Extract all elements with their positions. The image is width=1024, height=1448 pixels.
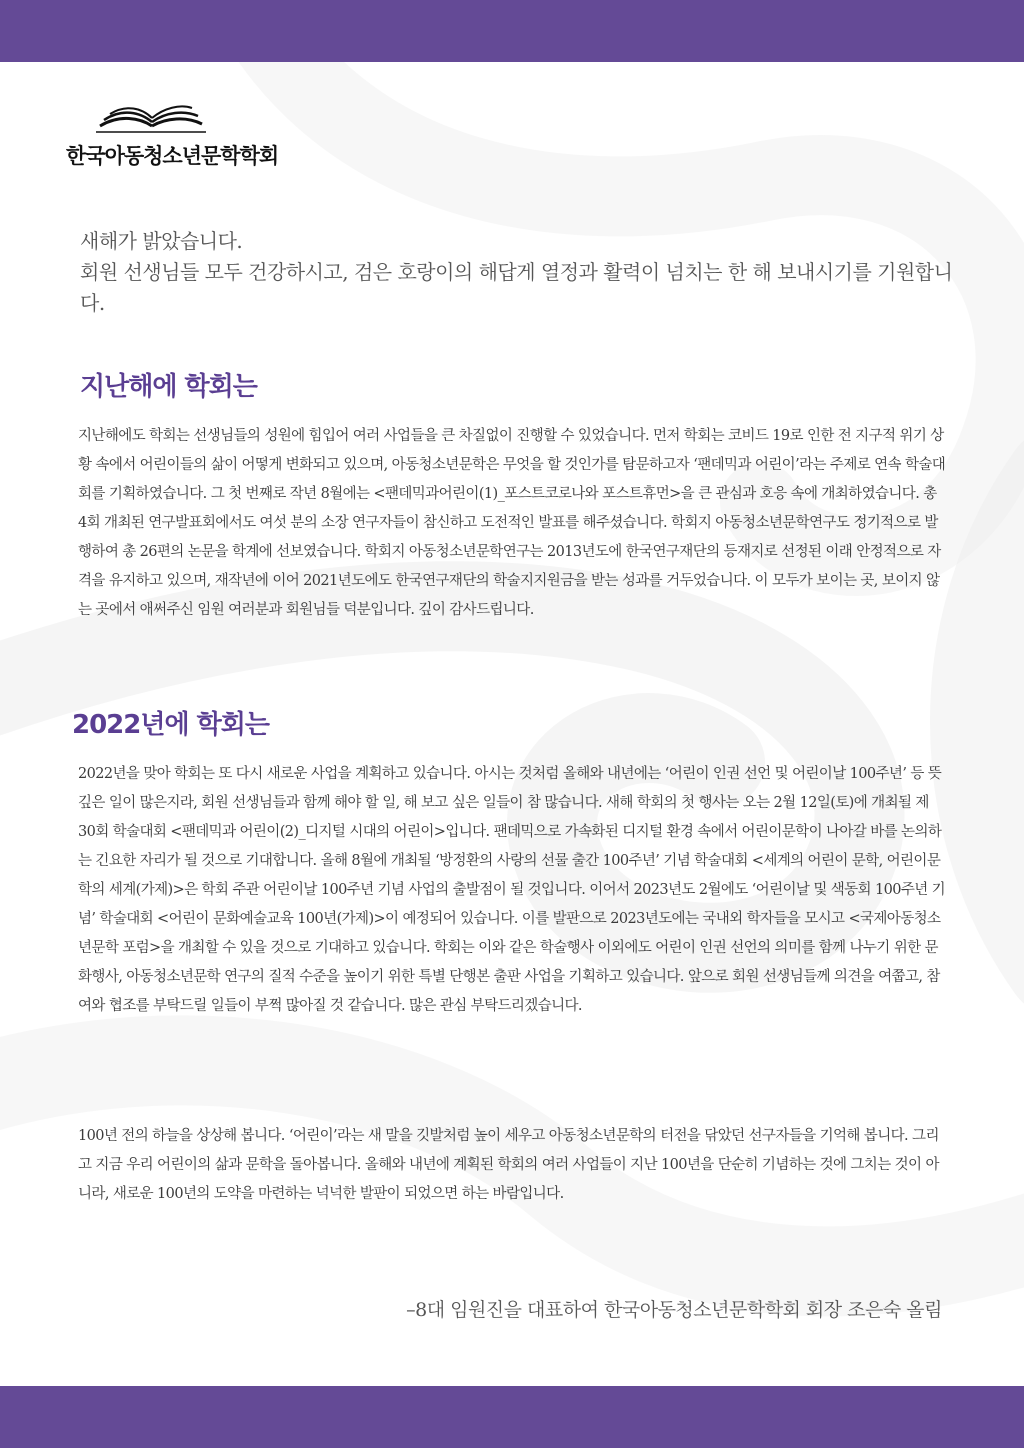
section-paragraph-last-year: 지난해에도 학회는 선생님들의 성원에 힘입어 여러 사업들을 큰 차질없이 진행할 수 있었습니다. 먼저 학회는 코비드 19로 인한 전 지구적 위기 상황 속에서 어린이들의 삶이 어떻게 변화되고 있으며, 아동청소년문학은 무엇을 할 것인가를 탐문하고자 ‘팬데믹과 어린이’라는 주제로 연속 학술대회를 기획하였습니다. 그 첫 번째로 작년 8월에는 <팬데믹과어린이(1)_포스트코로나와 포스트휴먼>을 큰 관심과 호응 속에 개최하였습니다. 총 4회 개최된 연구발표회에서도 여섯 분의 소장 연구자들이 참신하고 도전적인 발표를 해주셨습니다. 학회지 아동청소년문학연구도 정기적으로 발행하여 총 26편의 논문을 학계에 선보였습니다. 학회지 아동청소년문학연구는 2013년도에 한국연구재단의 등재지로 선정된 이래 안정적으로 자격을 유지하고 있으며, 재작년에 이어 2021년도에도 한국연구재단의 학술지지원금을 받는 성과를 거두었습니다. 이 모두가 보이는 곳, 보이지 않는 곳에서 애써주신 임원 여러분과 회원님들 덕분입니다. 깊이 감사드립니다. [78, 428, 946, 618]
greeting-block [80, 226, 960, 319]
greeting-line: 회원 선생님들 모두 건강하시고, 검은 호랑이의 해답게 열정과 활력이 넘치는 한 해 보내시기를 기원합니다. [80, 260, 953, 315]
bottom-banner [0, 1386, 1024, 1448]
section-heading-last-year: 지난해에 학회는 [80, 372, 257, 402]
section-heading-2022: 2022년에 학회는 [72, 710, 269, 740]
open-book-icon [96, 96, 206, 140]
section-paragraph-2022-plans: 2022년을 맞아 학회는 또 다시 새로운 사업을 계획하고 있습니다. 아시는 것처럼 올해와 내년에는 ‘어린이 인권 선언 및 어린이날 100주년’ 등 뜻깊은 일이 많은지라, 회원 선생님들과 함께 해야 할 일, 해 보고 싶은 일들이 참 많습니다. 새해 학회의 첫 행사는 오는 2월 12일(토)에 개최될 제30회 학술대회 <팬데믹과 어린이(2)_디지털 시대의 어린이>입니다. 팬데믹으로 가속화된 디지털 환경 속에서 어린이문학이 나아갈 바를 논의하는 긴요한 자리가 될 것으로 기대합니다. 올해 8월에 개최될 ‘방정환의 사랑의 선물 출간 100주년’ 기념 학술대회 <세계의 어린이 문학, 어린이문학의 세계(가제)>은 학회 주관 어린이날 100주년 기념 사업의 출발점이 될 것입니다. 이어서 2023년도 2월에도 ‘어린이날 및 색동회 100주년 기념’ 학술대회 <어린이 문화예술교육 100년(가제)>이 예정되어 있습니다. 이를 발판으로 2023년도에는 국내외 학자들을 모시고 <국제아동청소년문학 포럼>을 개최할 수 있을 것으로 기대하고 있습니다. 학회는 이와 같은 학술행사 이외에도 어린이 인권 선언의 의미를 함께 나누기 위한 문화행사, 아동청소년문학 연구의 질적 수준을 높이기 위한 특별 단행본 출판 사업을 기획하고 있습니다. 앞으로 회원 선생님들께 의견을 여쭙고, 참여와 협조를 부탁드릴 일들이 부쩍 많아질 것 같습니다. 많은 관심 부탁드리겠습니다. [78, 766, 946, 1014]
signature: –8대 임원진을 대표하여 한국아동청소년문학학회 회장 조은숙 올림 [406, 1299, 942, 1321]
top-banner [0, 0, 1024, 62]
logo-text: 한국아동청소년문학학회 [66, 144, 279, 168]
society-logo [66, 96, 296, 176]
section-paragraph-100-years: 100년 전의 하늘을 상상해 봅니다. ‘어린이’라는 새 말을 깃발처럼 높이 세우고 아동청소년문학의 터전을 닦았던 선구자들을 기억해 봅니다. 그리고 지금 우리 어린이의 삶과 문학을 돌아봅니다. 올해와 내년에 계획된 학회의 여러 사업들이 지난 100년을 단순히 기념하는 것에 그치는 것이 아니라, 새로운 100년의 도약을 마련하는 넉넉한 발판이 되었으면 하는 바람입니다. [78, 1128, 939, 1202]
greeting-line: 새해가 밝았습니다. [80, 229, 243, 253]
